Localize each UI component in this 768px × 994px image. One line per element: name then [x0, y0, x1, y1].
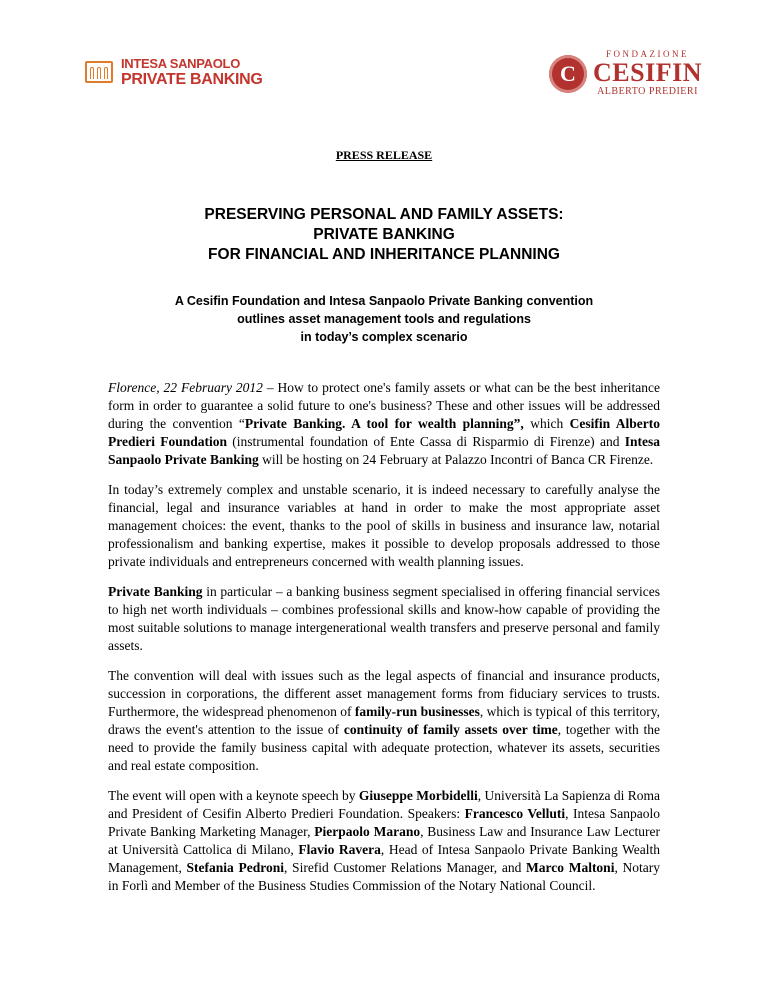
intesa-mark-icon [85, 61, 113, 83]
press-release-body [108, 379, 660, 907]
intesa-logo-line2: PRIVATE BANKING [121, 71, 263, 88]
subtitle-line: in today’s complex scenario [300, 330, 468, 344]
title-line: PRIVATE BANKING [313, 226, 455, 243]
cesifin-logo [549, 50, 702, 97]
subtitle-line: A Cesifin Foundation and Intesa Sanpaolo Private Banking convention [174, 294, 594, 308]
title-line: PRESERVING PERSONAL AND FAMILY ASSETS: [204, 206, 564, 223]
subtitle-line: outlines asset management tools and regulations [237, 312, 531, 326]
dateline: Florence, 22 February 2012 [108, 380, 263, 395]
cesifin-seal-icon [549, 55, 587, 93]
paragraph-convention-topics: The convention will deal with issues such as the legal aspects of financial and insurance products, succession in corporations, the different asset management forms from fiduciary services to trusts. Furthermore, the widespread phenomenon of family-run businesses, which is typical of this territory, draws the event's attention to the issue of continuity of family assets over time, together with the need to provide the family business capital with adequate protection, whatever its assets, securities and real estate composition. [108, 668, 660, 773]
cesifin-logo-line3: ALBERTO PREDIERI [597, 86, 698, 97]
paragraph-speakers: The event will open with a keynote speech by Giuseppe Morbidelli, Università La Sapienza di Roma and President of Cesifin Alberto Predieri Foundation. Speakers: Francesco Velluti, Intesa Sanpaolo Private Banking Marketing Manager, Pierpaolo Marano, Business Law and Insurance Law Lecturer at Università Cattolica di Milano, Flavio Ravera, Head of Intesa Sanpaolo Private Banking Wealth Management, Stefania Pedroni, Sirefid Customer Relations Manager, and Marco Maltoni, Notary in Forlì and Member of the Business Studies Commission of the Notary National Council. [108, 788, 661, 893]
press-release-label: PRESS RELEASE [335, 148, 433, 162]
cesifin-logo-line1: FONDAZIONE [605, 49, 689, 59]
cesifin-logo-line2: CESIFIN [593, 58, 702, 87]
document-title [0, 205, 768, 265]
document-subtitle [0, 292, 768, 346]
paragraph-scenario: In today’s extremely complex and unstable scenario, it is indeed necessary to carefully analyse the financial, legal and insurance variables at hand in order to make the most appropriate asset management choices: the event, thanks to the pool of skills in business and insurance law, notarial professionalism and banking expertise, makes it possible to develop proposals addressed to those private individuals and entrepreneurs concerned with wealth planning issues. [108, 482, 660, 569]
paragraph-intro: Florence, 22 February 2012 – How to protect one's family assets or what can be the best inheritance form in order to guarantee a solid future to one's business? These and other issues will be addressed during the convention “Private Banking. A tool for wealth planning”, which Cesifin Alberto Predieri Foundation (instrumental foundation of Ente Cassa di Risparmio di Firenze) and Intesa Sanpaolo Private Banking will be hosting on 24 February at Palazzo Incontri of Banca CR Firenze. [108, 380, 660, 467]
title-line: FOR FINANCIAL AND INHERITANCE PLANNING [208, 246, 560, 263]
paragraph-private-banking: Private Banking in particular – a banking business segment specialised in offering financial services to high net worth individuals – combines professional skills and know-how capable of providing the most suitable solutions to manage intergenerational wealth transfers and preserve personal and family assets. [108, 584, 660, 653]
intesa-logo-line1: INTESA SANPAOLO [121, 56, 241, 71]
intesa-sanpaolo-logo [85, 56, 263, 88]
